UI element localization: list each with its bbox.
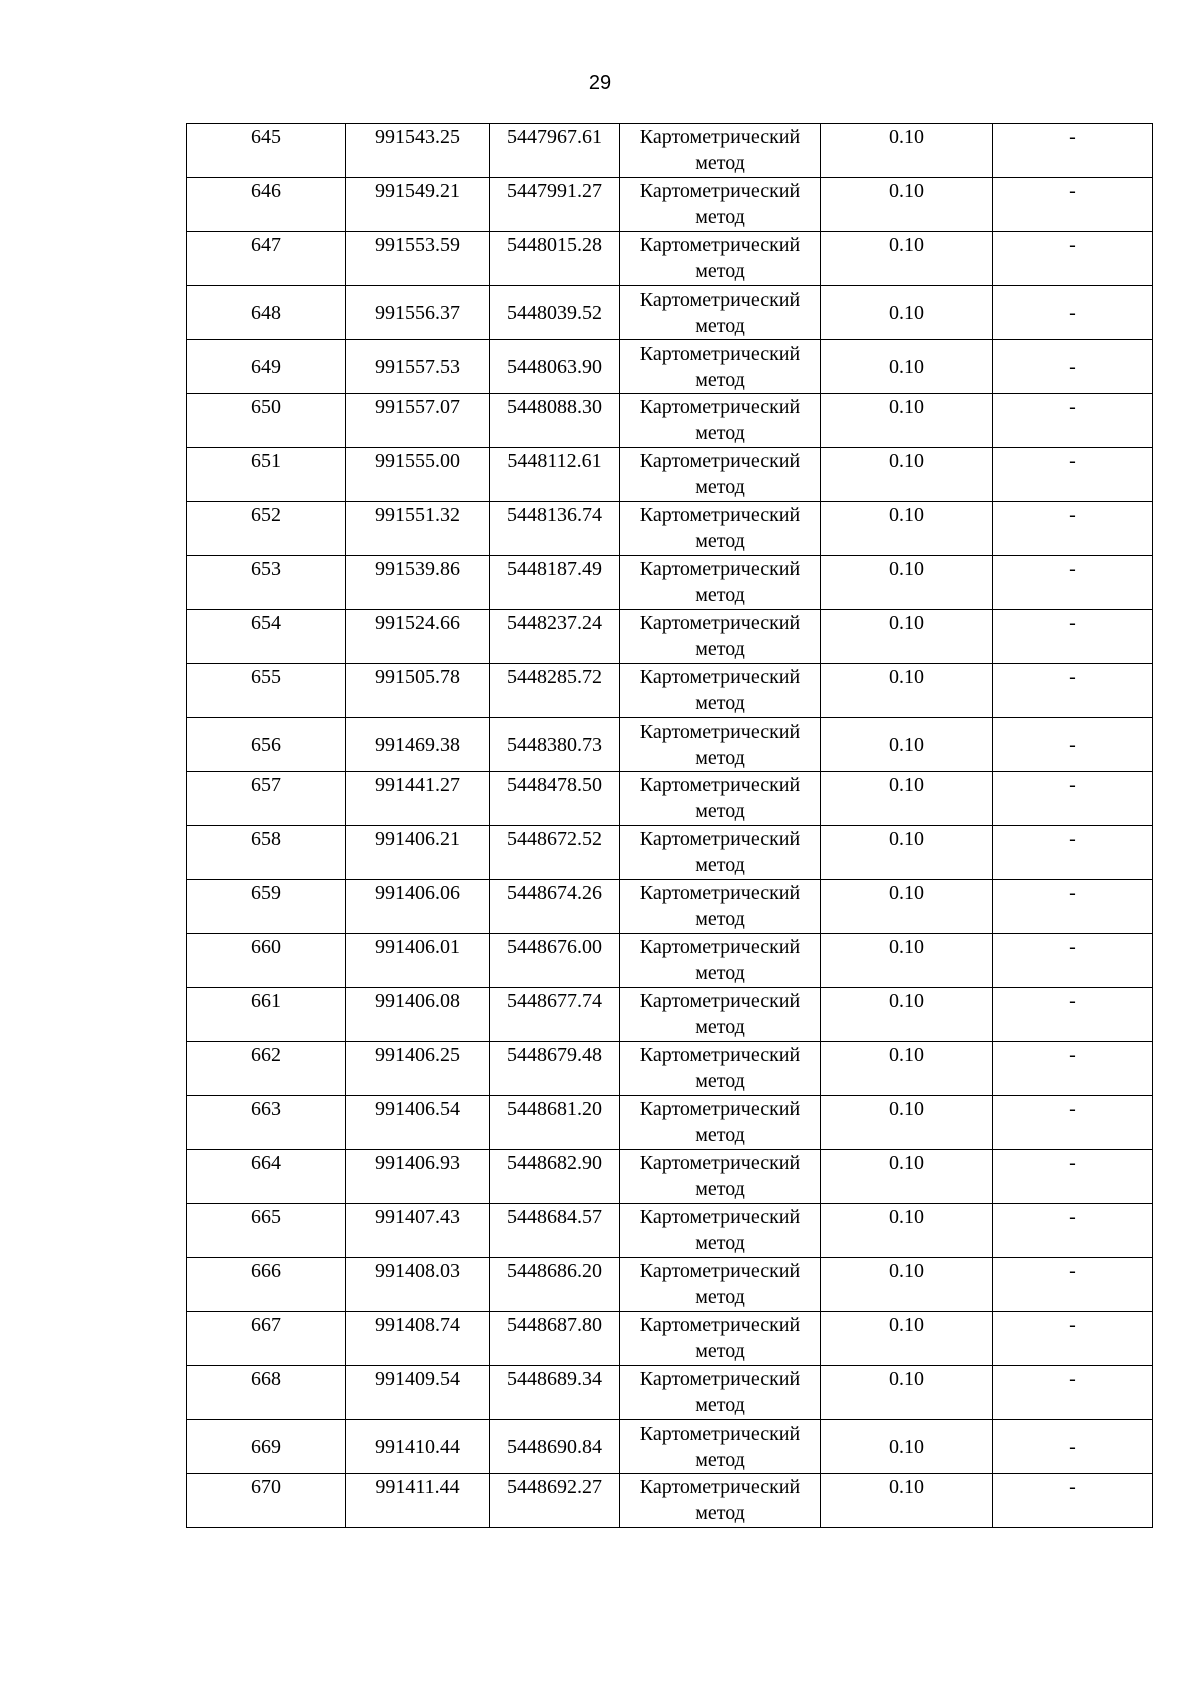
table-row — [187, 664, 1153, 718]
method-line-2: метод — [695, 152, 745, 174]
point-number-cell: 666 — [187, 1258, 346, 1312]
y-coordinate-cell: 5448692.27 — [490, 1474, 620, 1528]
accuracy-cell: 0.10 — [821, 340, 993, 394]
method-line-1: Картометрический — [639, 936, 801, 958]
note-cell: - — [993, 772, 1153, 826]
accuracy-cell: 0.10 — [821, 934, 993, 988]
point-number-cell: 646 — [187, 178, 346, 232]
y-coordinate-cell: 5448015.28 — [490, 232, 620, 286]
note-cell: - — [993, 394, 1153, 448]
accuracy-cell: 0.10 — [821, 610, 993, 664]
note-cell: - — [993, 664, 1153, 718]
method-line-2: метод — [695, 1070, 745, 1092]
note-cell: - — [993, 502, 1153, 556]
table-row — [187, 1258, 1153, 1312]
method-cell — [620, 1204, 821, 1258]
method-line-2: метод — [695, 1448, 745, 1471]
method-line-1: Картометрический — [639, 990, 801, 1012]
method-line-2: метод — [695, 1340, 745, 1362]
table-row — [187, 1150, 1153, 1204]
table-row — [187, 718, 1153, 772]
method-line-1: Картометрический — [639, 612, 801, 634]
x-coordinate-cell: 991505.78 — [346, 664, 490, 718]
method-line-1: Картометрический — [639, 1260, 801, 1282]
method-line-2: метод — [695, 746, 745, 769]
point-number-cell: 668 — [187, 1366, 346, 1420]
y-coordinate-cell: 5448674.26 — [490, 880, 620, 934]
note-cell: - — [993, 1420, 1153, 1474]
method-line-1: Картометрический — [639, 720, 801, 743]
y-coordinate-cell: 5448677.74 — [490, 988, 620, 1042]
accuracy-cell: 0.10 — [821, 1258, 993, 1312]
x-coordinate-cell: 991408.03 — [346, 1258, 490, 1312]
point-number-cell: 658 — [187, 826, 346, 880]
note-cell: - — [993, 826, 1153, 880]
accuracy-cell: 0.10 — [821, 988, 993, 1042]
accuracy-cell: 0.10 — [821, 826, 993, 880]
table-row — [187, 988, 1153, 1042]
y-coordinate-cell: 5448112.61 — [490, 448, 620, 502]
table-row — [187, 1474, 1153, 1528]
method-line-2: метод — [695, 1124, 745, 1146]
y-coordinate-cell: 5448686.20 — [490, 1258, 620, 1312]
point-number-cell: 661 — [187, 988, 346, 1042]
method-line-2: метод — [695, 854, 745, 876]
accuracy-cell: 0.10 — [821, 1042, 993, 1096]
accuracy-cell: 0.10 — [821, 394, 993, 448]
point-number-cell: 655 — [187, 664, 346, 718]
y-coordinate-cell: 5448687.80 — [490, 1312, 620, 1366]
table-row — [187, 1312, 1153, 1366]
table-row — [187, 772, 1153, 826]
y-coordinate-cell: 5448187.49 — [490, 556, 620, 610]
point-number-cell: 645 — [187, 124, 346, 178]
y-coordinate-cell: 5448136.74 — [490, 502, 620, 556]
note-cell: - — [993, 1474, 1153, 1528]
y-coordinate-cell: 5448285.72 — [490, 664, 620, 718]
table-row — [187, 556, 1153, 610]
x-coordinate-cell: 991406.54 — [346, 1096, 490, 1150]
method-line-2: метод — [695, 1016, 745, 1038]
method-line-1: Картометрический — [639, 1098, 801, 1120]
method-line-2: метод — [695, 908, 745, 930]
point-number-cell: 650 — [187, 394, 346, 448]
y-coordinate-cell: 5448689.34 — [490, 1366, 620, 1420]
table-row — [187, 880, 1153, 934]
method-cell — [620, 1150, 821, 1204]
note-cell: - — [993, 880, 1153, 934]
table-row — [187, 1204, 1153, 1258]
method-line-2: метод — [695, 692, 745, 714]
method-line-2: метод — [695, 584, 745, 606]
method-cell — [620, 1474, 821, 1528]
method-line-2: метод — [695, 1232, 745, 1254]
point-number-cell: 663 — [187, 1096, 346, 1150]
method-line-1: Картометрический — [639, 450, 801, 472]
point-number-cell: 647 — [187, 232, 346, 286]
note-cell: - — [993, 286, 1153, 340]
accuracy-cell: 0.10 — [821, 556, 993, 610]
method-cell — [620, 664, 821, 718]
y-coordinate-cell: 5448237.24 — [490, 610, 620, 664]
method-line-2: метод — [695, 206, 745, 228]
method-line-2: метод — [695, 1502, 745, 1524]
x-coordinate-cell: 991553.59 — [346, 232, 490, 286]
x-coordinate-cell: 991539.86 — [346, 556, 490, 610]
x-coordinate-cell: 991406.06 — [346, 880, 490, 934]
point-number-cell: 657 — [187, 772, 346, 826]
accuracy-cell: 0.10 — [821, 1420, 993, 1474]
y-coordinate-cell: 5448679.48 — [490, 1042, 620, 1096]
table-row — [187, 934, 1153, 988]
point-number-cell: 651 — [187, 448, 346, 502]
method-cell — [620, 1096, 821, 1150]
method-line-1: Картометрический — [639, 774, 801, 796]
accuracy-cell: 0.10 — [821, 124, 993, 178]
table-row — [187, 1366, 1153, 1420]
x-coordinate-cell: 991406.01 — [346, 934, 490, 988]
note-cell: - — [993, 178, 1153, 232]
method-line-1: Картометрический — [639, 1368, 801, 1390]
method-line-2: метод — [695, 530, 745, 552]
accuracy-cell: 0.10 — [821, 232, 993, 286]
method-cell — [620, 1312, 821, 1366]
table-row — [187, 1096, 1153, 1150]
accuracy-cell: 0.10 — [821, 880, 993, 934]
method-line-2: метод — [695, 368, 745, 391]
method-line-2: метод — [695, 800, 745, 822]
table-row — [187, 448, 1153, 502]
table-row — [187, 340, 1153, 394]
point-number-cell: 656 — [187, 718, 346, 772]
point-number-cell: 662 — [187, 1042, 346, 1096]
table-row — [187, 1420, 1153, 1474]
note-cell: - — [993, 718, 1153, 772]
method-cell — [620, 556, 821, 610]
method-line-1: Картометрический — [639, 342, 801, 365]
accuracy-cell: 0.10 — [821, 772, 993, 826]
method-line-1: Картометрический — [639, 126, 801, 148]
note-cell: - — [993, 1366, 1153, 1420]
point-number-cell: 664 — [187, 1150, 346, 1204]
note-cell: - — [993, 1312, 1153, 1366]
accuracy-cell: 0.10 — [821, 286, 993, 340]
note-cell: - — [993, 448, 1153, 502]
point-number-cell: 659 — [187, 880, 346, 934]
coordinates-table-body — [187, 124, 1153, 1528]
note-cell: - — [993, 1150, 1153, 1204]
y-coordinate-cell: 5448039.52 — [490, 286, 620, 340]
accuracy-cell: 0.10 — [821, 1150, 993, 1204]
method-line-1: Картометрический — [639, 882, 801, 904]
table-row — [187, 502, 1153, 556]
method-line-2: метод — [695, 1394, 745, 1416]
method-cell — [620, 772, 821, 826]
method-line-1: Картометрический — [639, 234, 801, 256]
coordinates-table — [186, 123, 1153, 1528]
method-cell — [620, 718, 821, 772]
method-cell — [620, 340, 821, 394]
point-number-cell: 667 — [187, 1312, 346, 1366]
accuracy-cell: 0.10 — [821, 178, 993, 232]
method-cell — [620, 1042, 821, 1096]
point-number-cell: 660 — [187, 934, 346, 988]
x-coordinate-cell: 991551.32 — [346, 502, 490, 556]
y-coordinate-cell: 5448676.00 — [490, 934, 620, 988]
note-cell: - — [993, 556, 1153, 610]
method-line-2: метод — [695, 476, 745, 498]
y-coordinate-cell: 5448690.84 — [490, 1420, 620, 1474]
table-row — [187, 232, 1153, 286]
method-line-1: Картометрический — [639, 288, 801, 311]
x-coordinate-cell: 991406.93 — [346, 1150, 490, 1204]
accuracy-cell: 0.10 — [821, 1474, 993, 1528]
table-row — [187, 1042, 1153, 1096]
x-coordinate-cell: 991408.74 — [346, 1312, 490, 1366]
method-line-1: Картометрический — [639, 1044, 801, 1066]
point-number-cell: 654 — [187, 610, 346, 664]
method-line-2: метод — [695, 422, 745, 444]
x-coordinate-cell: 991524.66 — [346, 610, 490, 664]
method-cell — [620, 880, 821, 934]
method-line-2: метод — [695, 1286, 745, 1308]
point-number-cell: 665 — [187, 1204, 346, 1258]
point-number-cell: 652 — [187, 502, 346, 556]
method-cell — [620, 610, 821, 664]
y-coordinate-cell: 5448088.30 — [490, 394, 620, 448]
method-cell — [620, 1366, 821, 1420]
method-line-2: метод — [695, 260, 745, 282]
method-line-2: метод — [695, 1178, 745, 1200]
point-number-cell: 649 — [187, 340, 346, 394]
accuracy-cell: 0.10 — [821, 664, 993, 718]
note-cell: - — [993, 232, 1153, 286]
x-coordinate-cell: 991406.08 — [346, 988, 490, 1042]
y-coordinate-cell: 5448478.50 — [490, 772, 620, 826]
page-number: 29 — [588, 72, 612, 94]
x-coordinate-cell: 991469.38 — [346, 718, 490, 772]
method-cell — [620, 448, 821, 502]
accuracy-cell: 0.10 — [821, 1096, 993, 1150]
accuracy-cell: 0.10 — [821, 1312, 993, 1366]
y-coordinate-cell: 5447991.27 — [490, 178, 620, 232]
point-number-cell: 669 — [187, 1420, 346, 1474]
accuracy-cell: 0.10 — [821, 1204, 993, 1258]
table-row — [187, 394, 1153, 448]
method-line-2: метод — [695, 962, 745, 984]
method-line-1: Картометрический — [639, 396, 801, 418]
method-line-1: Картометрический — [639, 1314, 801, 1336]
y-coordinate-cell: 5448682.90 — [490, 1150, 620, 1204]
method-cell — [620, 232, 821, 286]
y-coordinate-cell: 5448380.73 — [490, 718, 620, 772]
accuracy-cell: 0.10 — [821, 1366, 993, 1420]
x-coordinate-cell: 991543.25 — [346, 124, 490, 178]
method-cell — [620, 1258, 821, 1312]
table-row — [187, 610, 1153, 664]
table-row — [187, 826, 1153, 880]
table-row — [187, 286, 1153, 340]
method-line-1: Картометрический — [639, 1476, 801, 1498]
x-coordinate-cell: 991555.00 — [346, 448, 490, 502]
method-line-2: метод — [695, 314, 745, 337]
table-row — [187, 178, 1153, 232]
method-cell — [620, 394, 821, 448]
note-cell: - — [993, 1042, 1153, 1096]
table-row — [187, 124, 1153, 178]
method-line-1: Картометрический — [639, 180, 801, 202]
x-coordinate-cell: 991411.44 — [346, 1474, 490, 1528]
note-cell: - — [993, 1096, 1153, 1150]
method-line-1: Картометрический — [639, 558, 801, 580]
method-line-1: Картометрический — [639, 504, 801, 526]
x-coordinate-cell: 991556.37 — [346, 286, 490, 340]
accuracy-cell: 0.10 — [821, 448, 993, 502]
y-coordinate-cell: 5448684.57 — [490, 1204, 620, 1258]
note-cell: - — [993, 1258, 1153, 1312]
note-cell: - — [993, 1204, 1153, 1258]
method-cell — [620, 178, 821, 232]
method-cell — [620, 826, 821, 880]
method-cell — [620, 988, 821, 1042]
x-coordinate-cell: 991557.07 — [346, 394, 490, 448]
x-coordinate-cell: 991406.21 — [346, 826, 490, 880]
method-cell — [620, 286, 821, 340]
point-number-cell: 653 — [187, 556, 346, 610]
method-line-2: метод — [695, 638, 745, 660]
note-cell: - — [993, 610, 1153, 664]
x-coordinate-cell: 991406.25 — [346, 1042, 490, 1096]
point-number-cell: 670 — [187, 1474, 346, 1528]
method-cell — [620, 1420, 821, 1474]
accuracy-cell: 0.10 — [821, 718, 993, 772]
x-coordinate-cell: 991410.44 — [346, 1420, 490, 1474]
method-cell — [620, 502, 821, 556]
y-coordinate-cell: 5448681.20 — [490, 1096, 620, 1150]
x-coordinate-cell: 991557.53 — [346, 340, 490, 394]
method-line-1: Картометрический — [639, 1422, 801, 1445]
y-coordinate-cell: 5447967.61 — [490, 124, 620, 178]
y-coordinate-cell: 5448672.52 — [490, 826, 620, 880]
method-line-1: Картометрический — [639, 828, 801, 850]
note-cell: - — [993, 988, 1153, 1042]
x-coordinate-cell: 991549.21 — [346, 178, 490, 232]
method-line-1: Картометрический — [639, 1152, 801, 1174]
x-coordinate-cell: 991407.43 — [346, 1204, 490, 1258]
method-line-1: Картометрический — [639, 666, 801, 688]
method-cell — [620, 124, 821, 178]
note-cell: - — [993, 124, 1153, 178]
x-coordinate-cell: 991409.54 — [346, 1366, 490, 1420]
y-coordinate-cell: 5448063.90 — [490, 340, 620, 394]
point-number-cell: 648 — [187, 286, 346, 340]
note-cell: - — [993, 934, 1153, 988]
note-cell: - — [993, 340, 1153, 394]
accuracy-cell: 0.10 — [821, 502, 993, 556]
method-cell — [620, 934, 821, 988]
x-coordinate-cell: 991441.27 — [346, 772, 490, 826]
method-line-1: Картометрический — [639, 1206, 801, 1228]
